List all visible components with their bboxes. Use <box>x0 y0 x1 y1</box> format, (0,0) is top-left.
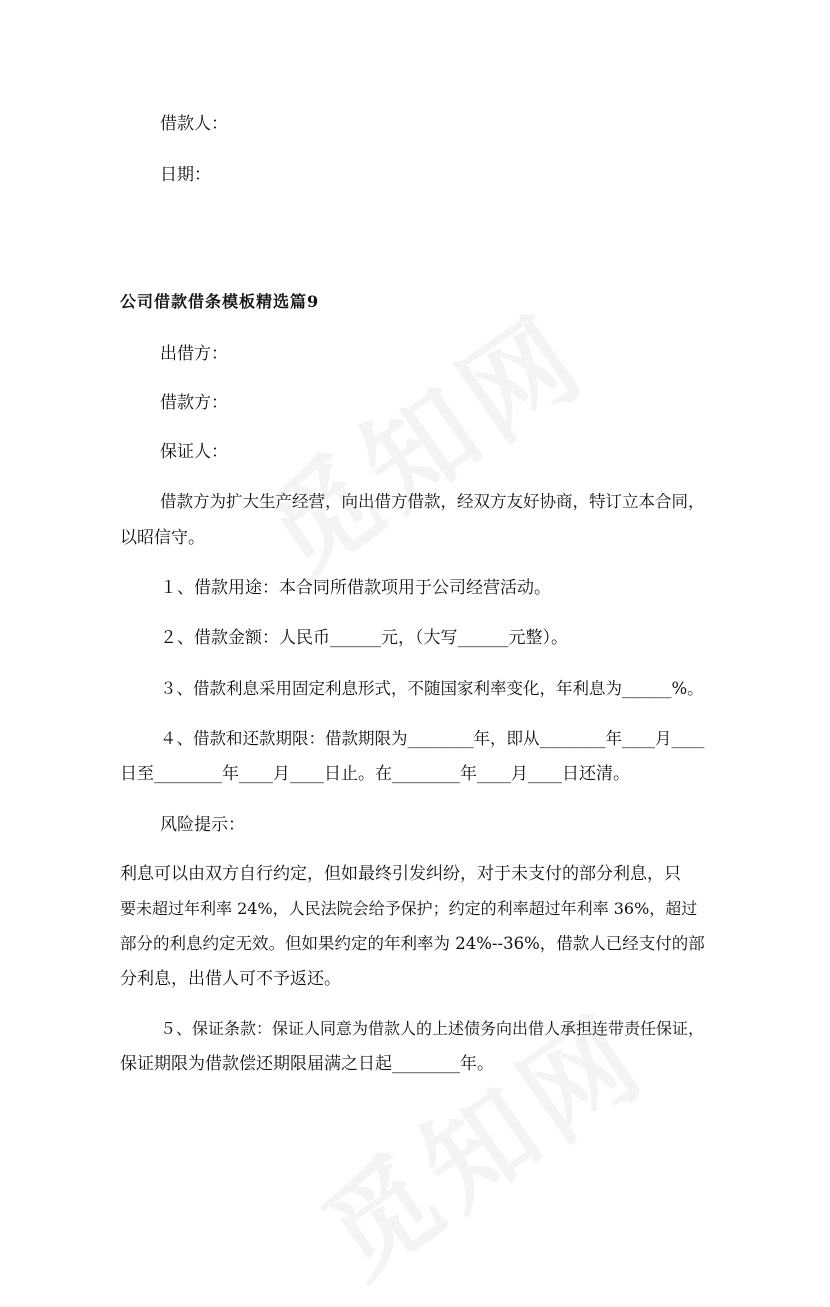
risk-line-3: 部分的利息约定无效。但如果约定的年利率为 24%--36%，借款人已经支付的部 <box>120 934 705 953</box>
guarantor-label: 保证人： <box>160 442 228 462</box>
clause-1: １、借款用途：本合同所借款项用于公司经营活动。 <box>160 578 551 598</box>
clause-5-line-1: ５、保证条款：保证人同意为借款人的上述债务向出借人承担连带责任保证， <box>160 1019 705 1038</box>
intro-line-2: 以昭信守。 <box>120 528 205 548</box>
borrower-label: 借款方： <box>160 393 228 413</box>
clause-3: ３、借款利息采用固定利息形式，不随国家利率变化，年利息为______%。 <box>160 679 704 698</box>
risk-title: 风险提示： <box>160 815 245 835</box>
risk-line-4: 分利息，出借人可不予返还。 <box>120 969 341 989</box>
intro-line-1: 借款方为扩大生产经营，向出借方借款，经双方友好协商，特订立本合同， <box>160 492 705 511</box>
risk-line-1: 利息可以由双方自行约定，但如最终引发纠纷，对于未支付的部分利息，只 <box>120 864 681 884</box>
clause-2: ２、借款金额：人民币______元，（大写______元整）。 <box>160 628 568 648</box>
risk-line-2: 要未超过年利率 24%，人民法院会给予保护；约定的利率超过年利率 36%，超过 <box>120 899 698 918</box>
clause-5-line-2: 保证期限为借款偿还期限届满之日起________年。 <box>120 1054 494 1074</box>
lender-label: 出借方： <box>160 344 228 364</box>
watermark <box>227 271 613 607</box>
clause-4-line-1: ４、借款和还款期限：借款期限为________年，即从________年____月____ <box>160 729 705 748</box>
borrower-signature-label: 借款人： <box>160 114 228 134</box>
date-signature-label: 日期： <box>160 165 211 185</box>
clause-4-line-2: 日至________年____月____日止。在________年____月____日还清。 <box>120 764 630 784</box>
section-heading: 公司借款借条模板精选篇9 <box>120 292 320 311</box>
